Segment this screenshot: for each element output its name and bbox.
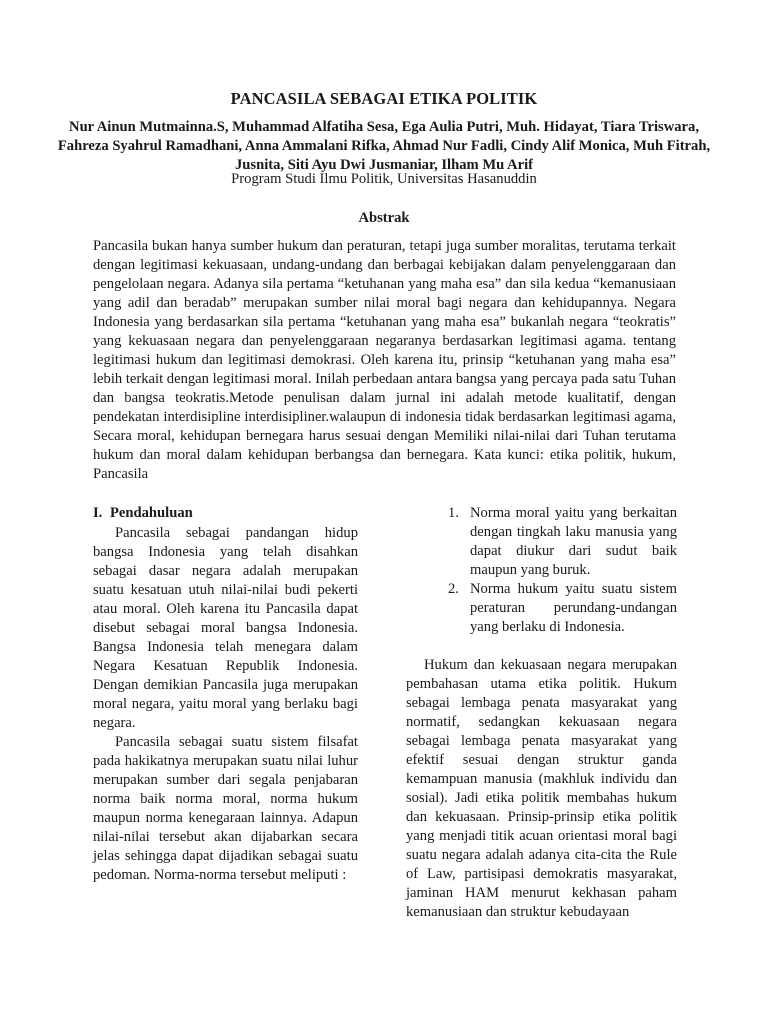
abstract-heading: Abstrak — [358, 210, 410, 226]
author-list: Nur Ainun Mutmainna.S, Muhammad Alfatiha Sesa, Ega Aulia Putri, Muh. Hidayat, Tiara Triswara, Fahreza Syahrul Ramadhani, Anna Ammalani Rifka, Ahmad Nur Fadli, Cindy Alif Monica, Muh Fitrah, Jusnita, Siti Ayu Dwi Jusmaniar, Ilham Mu Arif — [57, 119, 711, 173]
body-paragraph: Pancasila sebagai pandangan hidup bangsa Indonesia yang telah disahkan sebagai dasar negara adalah merupakan suatu kesatuan utuh nilai-nilai budi pekerti atau moral. Oleh karena itu Pancasila dapat disebut sebagai moral bangsa Indonesia. Bangsa Indonesia telah menegara dalam Negara Kesatuan Republik Indonesia. Dengan demikian Pancasila juga merupakan moral negara, yaitu moral yang berlaku bagi negara. — [93, 525, 358, 731]
affiliation: Program Studi Ilmu Politik, Universitas Hasanuddin — [231, 171, 537, 187]
list-item-number: 1. — [448, 505, 459, 521]
body-paragraph: Pancasila sebagai suatu sistem filsafat pada hakikatnya merupakan suatu nilai luhur merupakan sumber dari segala penjabaran norma baik norma moral, norma hukum maupun norma kenegaraan lainnya. Adapun nilai-nilai tersebut akan dijabarkan secara jelas sehingga dapat dijadikan sebagai suatu pedoman. Norma-norma tersebut meliputi : — [93, 734, 358, 883]
right-column — [406, 504, 677, 922]
list-item — [406, 504, 677, 580]
section-number: I. — [93, 505, 103, 521]
list-item-text: Norma hukum yaitu suatu sistem peraturan perundang-undangan yang berlaku di Indonesia. — [470, 581, 677, 635]
section-title: Pendahuluan — [110, 505, 193, 521]
list-item-text: Norma moral yaitu yang berkaitan dengan tingkah laku manusia yang dapat diukur dari sudut baik maupun yang buruk. — [470, 505, 677, 578]
paper-title: PANCASILA SEBAGAI ETIKA POLITIK — [230, 89, 538, 108]
list-item — [406, 580, 677, 637]
left-column — [93, 504, 358, 885]
list-item-number: 2. — [448, 581, 459, 597]
body-paragraph: Hukum dan kekuasaan negara merupakan pembahasan utama etika politik. Hukum sebagai lembaga penata masyarakat yang normatif, sedangkan kekuasaan negara sebagai lembaga penata masyarakat yang efektif sesuai dengan struktur ganda kemampuan manusia (makhluk individu dan sosial). Jadi etika politik membahas hukum dan kekuasaan. Prinsip-prinsip etika politik yang menjadi titik acuan orientasi moral bagi suatu negara adalah adanya cita-cita the Rule of Law, partisipasi demokratis masyarakat, jaminan HAM menurut kekhasan paham kemanusiaan dan struktur kebudayaan — [406, 657, 677, 920]
section-heading — [93, 504, 358, 523]
numbered-list — [406, 504, 677, 637]
abstract-text: Pancasila bukan hanya sumber hukum dan peraturan, tetapi juga sumber moralitas, terutama terkait dengan legitimasi kekuasaan, undang-undang dan berbagai kebijakan dalam penyelenggaraan dan pengelolaan negara. Adanya sila pertama “ketuhanan yang maha esa” dan sila kedua “kemanusiaan yang adil dan beradab” merupakan sumber nilai moral bagi negara dan kehidupannya. Negara Indonesia yang berdasarkan sila pertama “ketuhanan yang maha esa” bukanlah negara “teokratis” yang kekuasaan negara dan penyelenggaraan negaranya berdasarkan legitimasi agama. tentang legitimasi hukum dan legitimasi demokrasi. Oleh karena itu, prinsip “ketuhanan yang maha esa” lebih terkait dengan legitimasi moral. Inilah perbedaan antara bangsa yang percaya pada satu Tuhan dan bangsa teokratis.Metode penulisan dalam jurnal ini adalah metode kualitatif, dengan pendekatan interdisipline interdisipliner.walaupun di indonesia tidak berdasarkan legitimasi agama, Secara moral, kehidupan bernegara harus sesuai dengan Memiliki nilai-nilai dari Tuhan terutama hukum dan moral dalam kehidupan berbangsa dan bernegara. Kata kunci: etika politik, hukum, Pancasila — [93, 238, 676, 482]
